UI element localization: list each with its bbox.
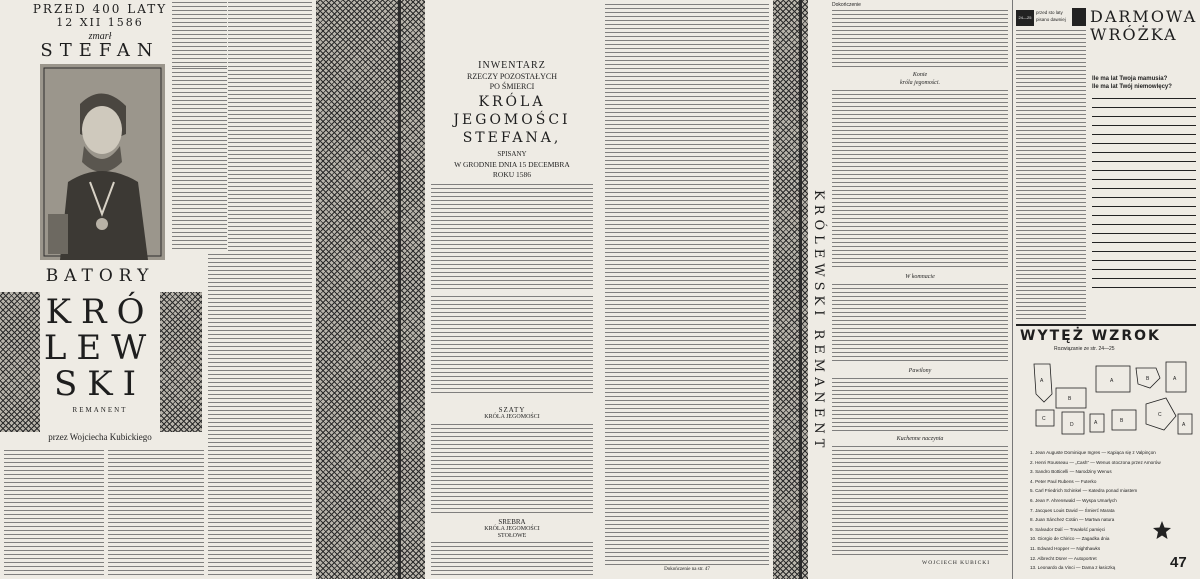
text-block-5 <box>832 446 1008 556</box>
section-konie-sub: króla jegomości. <box>900 80 940 86</box>
svg-text:A: A <box>1040 378 1044 384</box>
header-before-400-years: PRZED 400 LATY <box>32 2 168 16</box>
text-column-2 <box>228 2 312 252</box>
ad-block <box>1090 7 1198 70</box>
ornament-right <box>160 292 202 432</box>
svg-text:C: C <box>1158 412 1162 418</box>
page-right <box>802 0 1200 579</box>
svg-text:C: C <box>1042 416 1046 422</box>
puzzle-answer: 11. Edward Hopper — Nighthawks <box>1030 545 1101 551</box>
daily-label-2: pisano dawniej <box>1036 17 1066 22</box>
puzzle-answer: 9. Salvador Dalí — Trwałość pamięci <box>1030 526 1106 532</box>
title-date-line-1: W GRODNIE DNIA 15 DECEMBRA <box>454 160 570 169</box>
section-szaty-sub: KRÓLA JEGOMOŚCI <box>484 414 540 420</box>
author-signature: WOJCIECH KUBICKI <box>922 560 991 566</box>
puzzle-answer: 2. Henri Rousseau — „Cash” — Wenus otoczona przez Amorów <box>1030 459 1161 465</box>
daily-label: przed sto laty <box>1036 10 1063 15</box>
title-date-line-2: ROKU 1586 <box>492 170 532 179</box>
label-continued: Dokończenie <box>832 2 861 8</box>
section-szaty: SZATY <box>498 406 526 414</box>
text-block-2 <box>832 90 1008 270</box>
column-divider <box>1012 0 1013 579</box>
ad-title: DARMOWA WRÓŻKA <box>1090 7 1198 44</box>
text-column-3 <box>4 450 104 576</box>
section-srebra: SREBRA <box>498 518 526 526</box>
svg-text:D: D <box>1070 422 1074 428</box>
header-date: 12 XII 1586 <box>56 16 144 29</box>
puzzle-answer-list <box>1030 448 1161 573</box>
text-column-1 <box>172 68 227 252</box>
ornament-right-strip <box>773 0 799 579</box>
text-szaty <box>431 424 593 514</box>
section-srebra-sub: KRÓLA JEGOMOŚCI <box>484 526 540 532</box>
ornament-left <box>0 292 40 432</box>
text-block-top-right <box>172 2 227 68</box>
puzzle-diagram <box>1016 354 1196 444</box>
section-w-komnacie: W komnacie <box>905 274 935 280</box>
title-stefana: STEFANA, <box>462 130 562 146</box>
text-block-3 <box>832 284 1008 364</box>
ad-question-2: Ile ma lat Twój niemowlęcy? <box>1092 84 1172 90</box>
puzzle-answer: 1. Jean Auguste Dominique Ingres — Kąpiąca się z Valpinçon <box>1030 450 1156 455</box>
section-pawilony: Pawilony <box>908 368 932 374</box>
author-byline: przez Wojciecha Kubickiego <box>48 432 152 442</box>
section-konie: Konie <box>912 72 928 78</box>
title-line-3: PO ŚMIERCI <box>489 82 535 91</box>
svg-text:B: B <box>1120 418 1124 424</box>
puzzle-rule <box>1016 324 1196 326</box>
puzzle-answer: 4. Peter Paul Rubens — Futerko <box>1030 478 1097 484</box>
puzzle-answer: 7. Jacques Louis David — Śmierć Marata <box>1030 507 1115 513</box>
ad-body <box>1092 98 1196 288</box>
puzzle-subtitle: Rozwiązanie ze str. 24—25 <box>1054 346 1115 352</box>
text-intro <box>431 184 593 290</box>
text-column-daily <box>1016 30 1086 320</box>
svg-text:B: B <box>1068 396 1072 402</box>
header-name: STEFAN <box>40 40 160 61</box>
star-icon <box>1152 520 1172 540</box>
text-column-4 <box>108 450 204 576</box>
subtitle-remanent: REMANENT <box>72 406 128 414</box>
puzzle-answer: 8. Juan Sánchez Cotán — Martwa natura <box>1030 517 1115 523</box>
section-kuchenne: Kuchenne naczynia <box>896 436 944 442</box>
svg-text:A: A <box>1110 378 1114 384</box>
ornament-page-right <box>316 0 398 579</box>
text-block-1 <box>832 10 1008 68</box>
continued-note: Dokończenie na str. 47 <box>664 567 710 572</box>
ad-question-1: Ile ma lat Twoja mamusia? <box>1092 76 1168 82</box>
page-left <box>0 0 398 579</box>
page-number: 47 <box>1170 554 1187 571</box>
title-jegomosci: JEGOMOŚCI <box>453 112 571 128</box>
title-spisany: SPISANY <box>497 150 527 158</box>
puzzle-answer: 3. Sandro Botticelli — Narodziny Wenus <box>1030 469 1112 475</box>
text-srebra <box>431 542 593 576</box>
puzzle-answer: 12. Albrecht Dürer — Autoportret <box>1030 555 1097 561</box>
svg-text:A: A <box>1173 376 1177 382</box>
vertical-title: KRÓLEWSKI REMANENT <box>811 190 826 453</box>
title-line-2: RZECZY POZOSTAŁYCH <box>467 72 557 81</box>
svg-text:B: B <box>1146 376 1150 382</box>
page-middle <box>401 0 799 579</box>
section-srebra-sub2: STOŁOWE <box>497 533 527 539</box>
text-block-4 <box>832 378 1008 432</box>
title-krola: KRÓLA <box>478 94 546 110</box>
big-title-line-3: SKI <box>53 364 147 404</box>
puzzle-answer: 5. Carl Friedrich Schinkel — Katedra ponad miastem <box>1030 488 1138 494</box>
portrait-illustration <box>40 64 165 260</box>
daily-icon <box>1072 8 1086 26</box>
svg-text:A: A <box>1094 420 1098 426</box>
name-batory: BATORY <box>45 266 155 286</box>
puzzle-answer: 10. Giorgio de Chirico — Zagadka dnia <box>1030 536 1110 542</box>
text-column-right <box>605 4 769 566</box>
header-died: zmarł <box>88 31 112 42</box>
ornament-left-strip <box>401 0 425 579</box>
title-inwentarz: INWENTARZ <box>478 60 546 71</box>
daily-box: 24—25 <box>1016 10 1034 26</box>
puzzle-answer: 6. Jean F. Ahrenswald — Wyspa Umarłych <box>1030 497 1117 503</box>
big-title-line-2: LEW <box>43 328 157 368</box>
svg-text:A: A <box>1182 422 1186 428</box>
big-title-line-1: KRÓ <box>45 292 155 332</box>
portrait-engraving <box>40 64 165 260</box>
text-column-5 <box>208 254 312 576</box>
puzzle-answer: 13. Leonardo da Vinci — Dama z łasiczką <box>1030 565 1116 571</box>
text-list-1 <box>431 296 593 396</box>
puzzle-title: WYTĘŻ WZROK <box>1020 328 1161 344</box>
